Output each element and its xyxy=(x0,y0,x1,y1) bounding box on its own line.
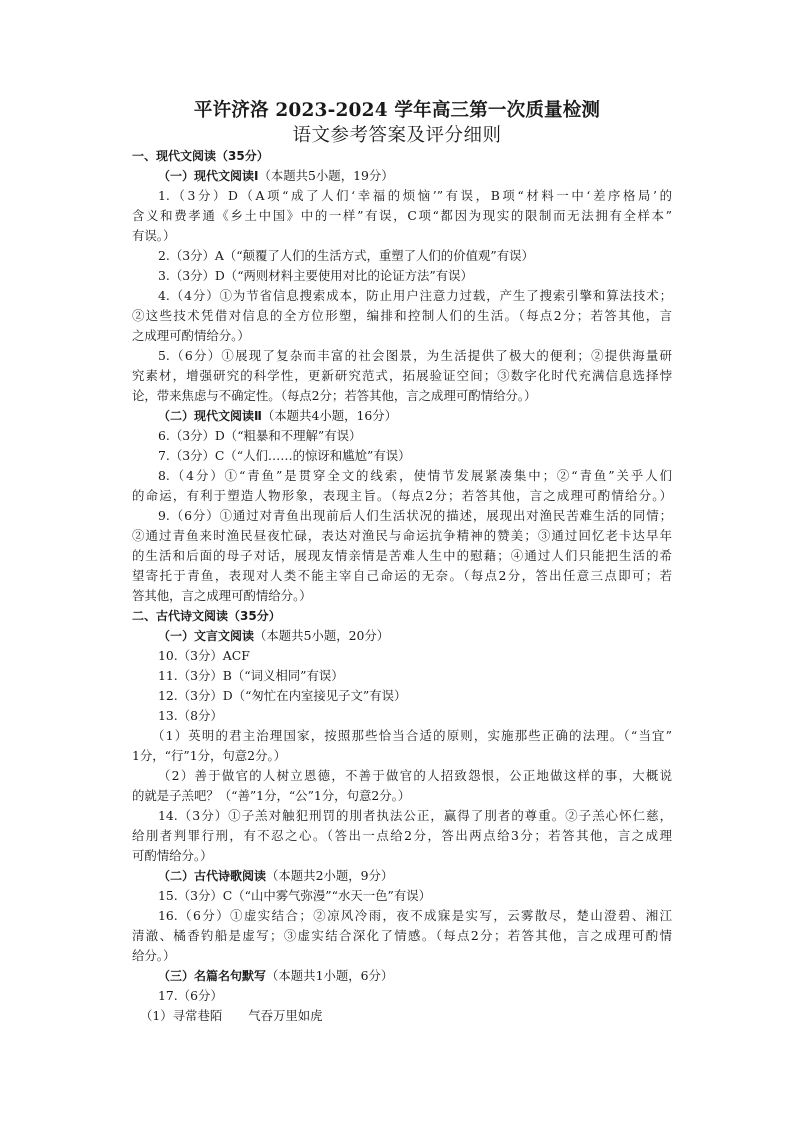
document-subtitle: 语文参考答案及评分细则 xyxy=(292,125,502,146)
answer-line: 1.（3分）D（A项“成了人们‘幸福的烦恼’”有误，B项“材料一中‘差序格局’的 xyxy=(158,188,672,203)
answer-line: ②通过青鱼来时渔民昼夜忙碌，表达对渔民与命运抗争精神的赞美；③通过回忆老卡达早年 xyxy=(132,528,672,543)
subsection-title: （二）现代文阅读Ⅱ xyxy=(158,409,262,423)
answer-line: 1分，“行”1分，句意2分。） xyxy=(132,748,287,763)
answer-line: 望寄托于青鱼，表现对人类不能主宰自己命运的无奈。（每点2分，答出任意三点即可；若 xyxy=(132,568,672,583)
answer-line: 8.（4分）①“青鱼”是贯穿全文的线索，使情节发展紧凑集中；②“青鱼”关乎人们 xyxy=(158,468,672,483)
answer-line: 的命运，有利于塑造人物形象，表现主旨。（每点2分；若答其他，言之成理可酌情给分。） xyxy=(132,488,672,503)
answer-line: 16.（6分）①虚实结合；②凉风冷雨，夜不成寐是实写，云雾散尽，楚山澄碧、湘江 xyxy=(158,908,672,923)
answer-line: 15.（3分）C（“山中雾气弥漫”“水天一色”有误） xyxy=(158,888,432,903)
answer-line: 10.（3分）ACF xyxy=(158,648,250,663)
answer-line: 4.（4分）①为节省信息搜索成本，防止用户注意力过载，产生了搜索引擎和算法技术； xyxy=(158,288,672,303)
answer-line: 究素材，增强研究的科学性，更新研究范式，拓展验证空间；③数字化时代充满信息选择悖 xyxy=(132,368,672,383)
answer-content xyxy=(132,146,672,1026)
answer-line: （1）英明的君主治理国家，按照那些恰当合适的原则，实施那些正确的法理。（“当宜” xyxy=(152,728,672,743)
answer-line: 13.（8分） xyxy=(158,708,223,723)
subsection-note: （本题共1小题，6分） xyxy=(266,968,394,983)
answer-line: 的就是子羔吧？（“善”1分，“公”1分，句意2分。） xyxy=(132,788,411,803)
answer-line: 17.（6分） xyxy=(158,988,223,1003)
answer-part: 气吞万里如虎 xyxy=(248,1008,323,1023)
subsection-heading xyxy=(132,626,672,646)
subsection-title: （三）名篇名句默写 xyxy=(158,969,267,983)
subsection-title: （二）古代诗歌阅读 xyxy=(158,869,267,883)
subsection-note: （本题共5小题，20分） xyxy=(254,628,390,643)
answer-line: ②这些技术凭借对信息的全方位形塑，编排和控制人们的生活。（每点2分；若答其他，言 xyxy=(132,308,672,323)
answer-line: 12.（3分）D（“匆忙在内室接见子文”有误） xyxy=(158,688,407,703)
section-heading: 一、现代文阅读（35分） xyxy=(132,149,269,163)
answer-line: 有误。） xyxy=(132,228,176,243)
answer-line: 可酌情给分。） xyxy=(132,848,213,863)
subsection-title: （一）现代文阅读Ⅰ xyxy=(158,169,259,183)
answer-line: 论，带来焦虑与不确定性。（每点2分；若答其他，言之成理可酌情给分。） xyxy=(132,388,537,403)
subsection-heading xyxy=(132,406,672,426)
subsection-title: （一）文言文阅读 xyxy=(158,629,255,643)
subsection-note: （本题共4小题，16分） xyxy=(261,408,398,423)
answer-part: （1）寻常巷陌 xyxy=(140,1008,223,1023)
answer-line: 给分。） xyxy=(132,948,176,963)
answer-line: 答其他，言之成理可酌情给分。） xyxy=(132,588,312,603)
answer-line: 之成理可酌情给分。） xyxy=(132,328,250,343)
subsection-note: （本题共5小题，19分） xyxy=(258,168,394,183)
answer-line: 2.（3分）A（“颠覆了人们的生活方式，重塑了人们的价值观”有误） xyxy=(158,248,534,263)
answer-line: （2）善于做官的人树立恩德，不善于做官的人招致怨恨，公正地做这样的事，大概说 xyxy=(158,768,672,783)
answer-line: 14.（3分）①子羔对触犯刑罚的刖者执法公正，赢得了刖者的尊重。②子羔心怀仁慈， xyxy=(158,808,672,823)
exam-title: 平许济洛 2023-2024 学年高三第一次质量检测 xyxy=(193,100,601,121)
answer-line: 含义和费孝通《乡土中国》中的一样”有误，C项“都因为现实的限制而无法拥有全样本” xyxy=(132,208,672,223)
subsection-heading xyxy=(132,866,672,886)
answer-line xyxy=(132,1006,672,1026)
answer-line: 5.（6分）①展现了复杂而丰富的社会图景，为生活提供了极大的便利；②提供海量研 xyxy=(158,348,672,363)
answer-line: 9.（6分）①通过对青鱼出现前后人们生活状况的描述，展现出对渔民苦难生活的同情； xyxy=(158,508,672,523)
answer-line: 7.（3分）C（“人们……的惊讶和尴尬”有误） xyxy=(158,448,411,463)
answer-line: 6.（3分）D（“粗暴和不理解”有误） xyxy=(158,428,362,443)
answer-line: 清澈、橘香钓船是虚写；③虚实结合深化了情感。（每点2分；若答其他，言之成理可酌情 xyxy=(132,928,672,943)
subsection-heading xyxy=(132,166,672,186)
answer-line: 的生活和后面的母子对话，展现友情亲情是苦难人生中的慰藉；④通过人们只能把生活的希 xyxy=(132,548,672,563)
answer-line: 11.（3分）B（“词义相同”有误） xyxy=(158,668,344,683)
subsection-note: （本题共2小题，9分） xyxy=(266,868,394,883)
section-heading: 二、古代诗文阅读（35分） xyxy=(132,609,281,623)
answer-line: 3.（3分）D（“两则材料主要使用对比的论证方法”有误） xyxy=(158,268,473,283)
subsection-heading xyxy=(132,966,672,986)
answer-line: 给刖者判罪行刑，有不忍之心。（答出一点给2分，答出两点给3分；若答其他，言之成理 xyxy=(132,828,672,843)
